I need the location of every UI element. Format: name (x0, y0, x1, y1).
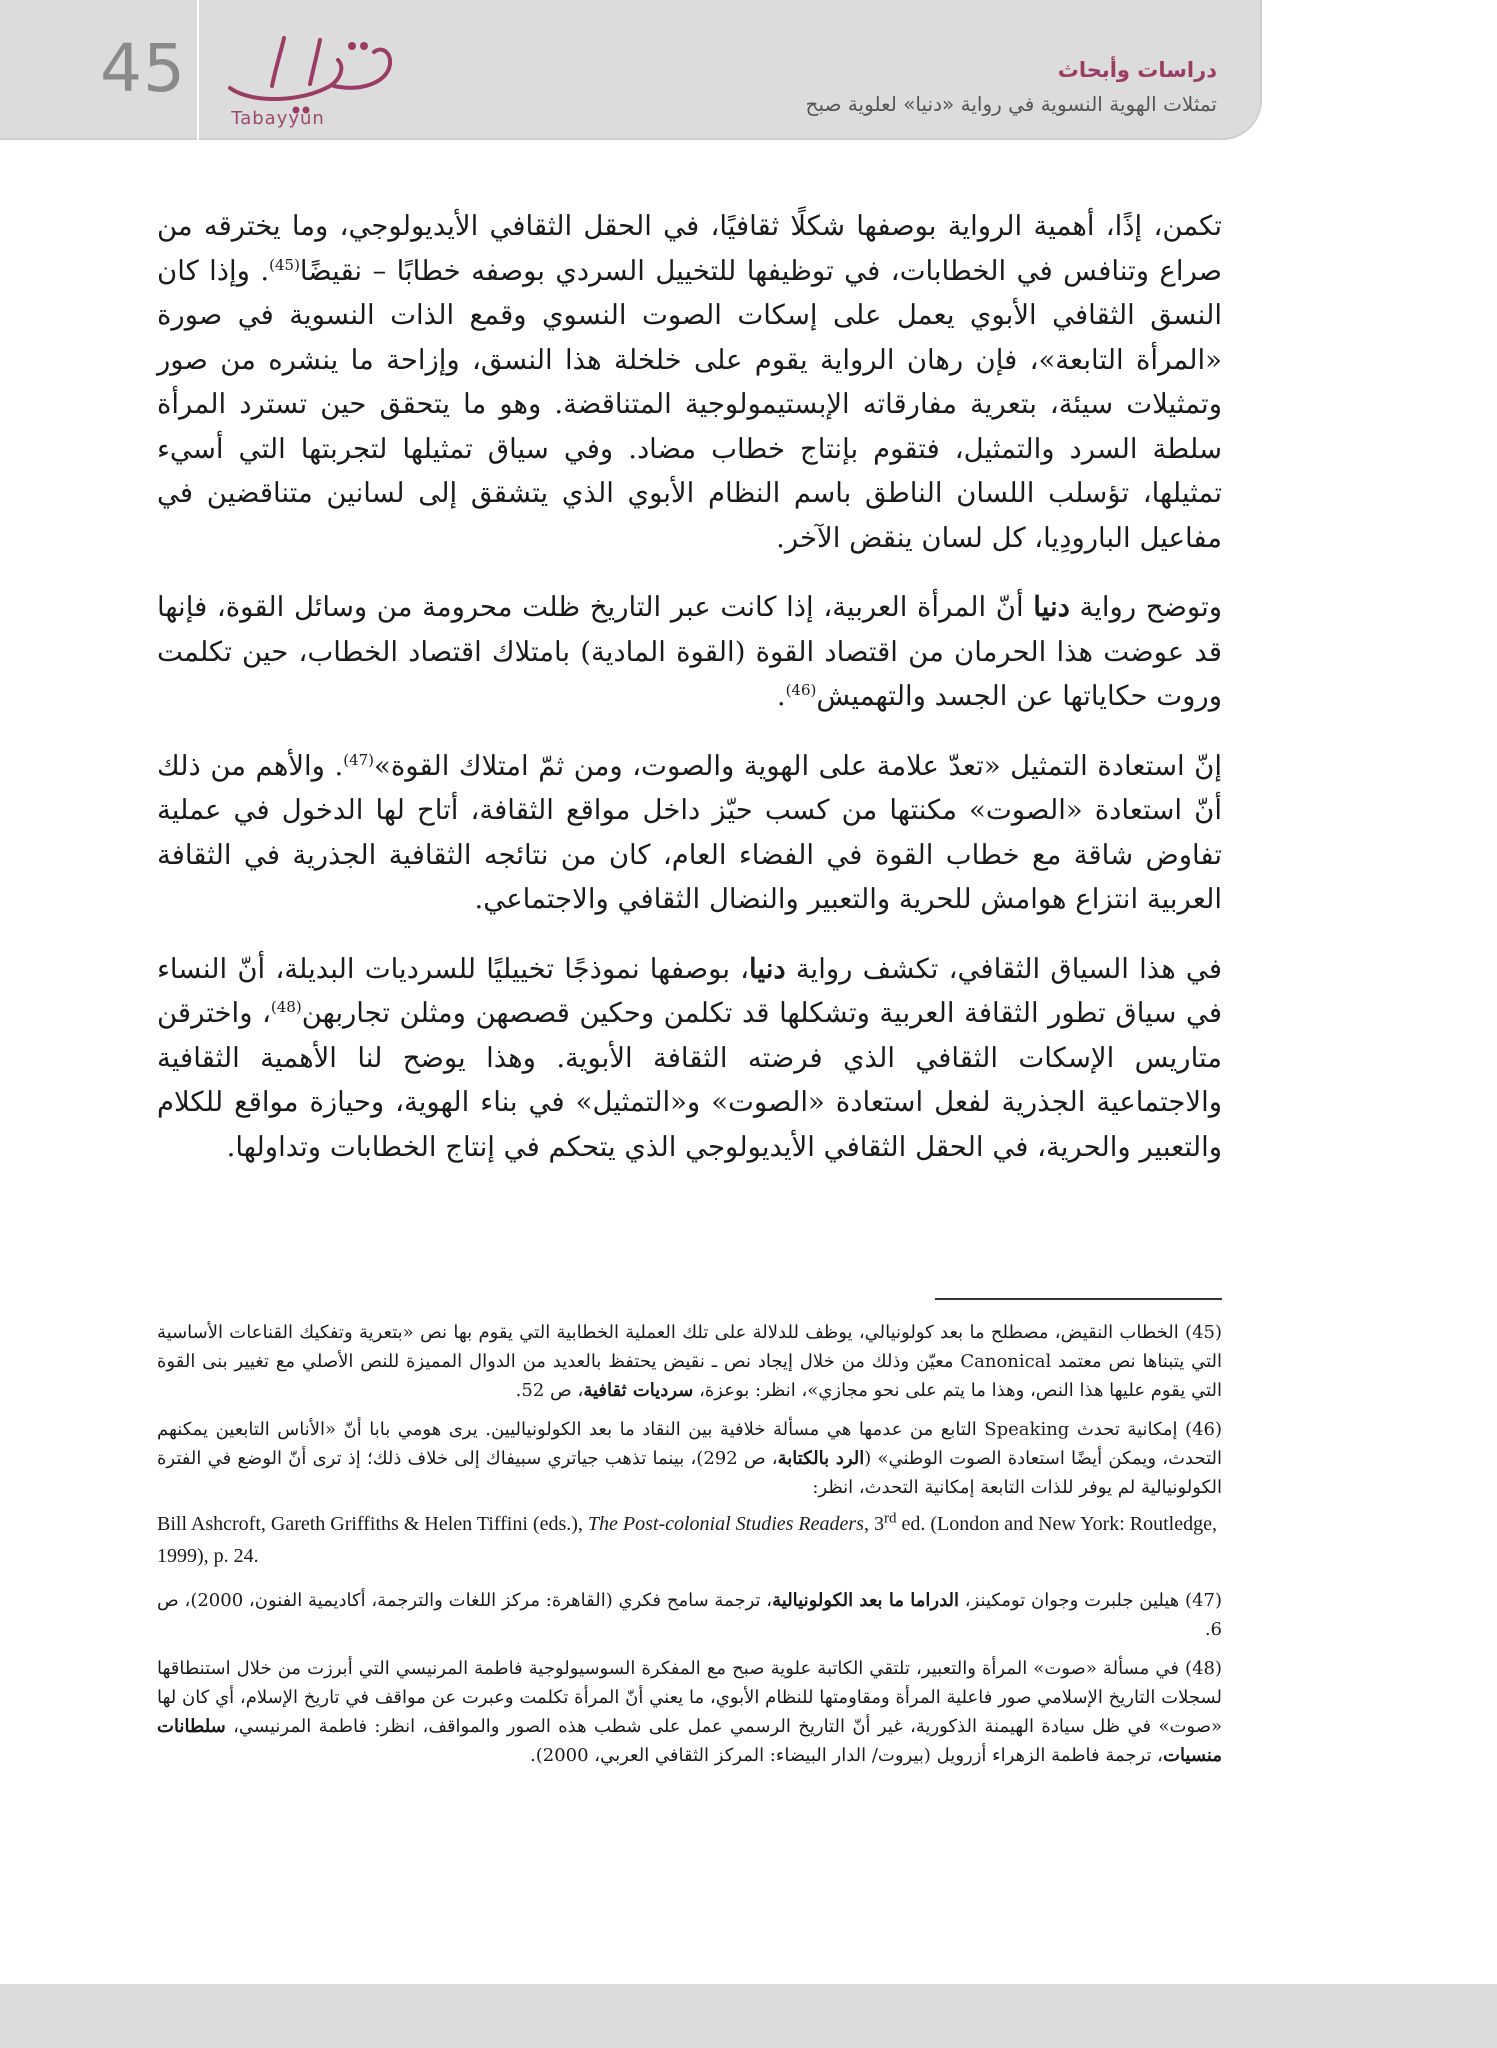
footnote-48: (48) في مسألة «صوت» المرأة والتعبير، تلتقي الكاتبة علوية صبح مع المفكرة السوسيولوجية فاطمة المرنيسي التي أبرزت من خلال استنطاقها لسجلات التاريخ الإسلامي صور فاعلية المرأة ومقاومتها للنظام الأبوي، ما يعني أنّ المرأة تكلمت وعبرت عن مواقف في تاريخ الإسلام، أي كان لها «صوت» في ظل سيادة الهيمنة الذكورية، غير أنّ التاريخ الرسمي عمل على شطب هذه الصور والمواقف، انظر: فاطمة المرنيسي، سلطانات منسيات، ترجمة فاطمة الزهراء أزرويل (بيروت/ الدار البيضاء: المركز الثقافي العربي، 2000). (157, 1658, 1222, 1766)
header-divider (197, 0, 199, 140)
journal-logo (212, 26, 402, 129)
footnote-46-citation: Bill Ashcroft, Gareth Griffiths & Helen Tiffini (eds.), The Post-colonial Studies Readers, 3rd ed. (London and New York: Routledge, 1999), p. 24. (157, 1510, 1217, 1567)
footnote-46: (46) إمكانية تحدث Speaking التابع من عدمها هي مسألة خلافية بين النقاد ما بعد الكولونياليين. يرى هومي بابا أنّ «الأناس التابعين يمكنهم التحدث، ويمكن أيضًا استعادة الصوت الوطني» (الرد بالكتابة، ص 292)، بينما تذهب جياتري سبيفاك إلى خلاف ذلك؛ إذ ترى أنّ الوضع في الفترة الكولونيالية لم يوفر للذات التابعة إمكانية التحدث، انظر: (157, 1419, 1222, 1498)
bottom-band (0, 1984, 1497, 2048)
logo-latin-text: Tabayyun (231, 108, 325, 129)
footnote-45: (45) الخطاب النقيض، مصطلح ما بعد كولونيالي، يوظف للدلالة على تلك العملية الخطابية التي يقوم بها نص «بتعرية وتفكيك القناعات الأساسية التي يتبناها نص معتمد Canonical معيّن وذلك من خلال إيجاد نص ـ نقيض يحتفظ بالعديد من الدوال المميزة للنص الأصلي مع تغيير بنى القوة التي يقوم عليها هذا النص، وهذا ما يتم على نحو مجازي»، انظر: بوعزة، سرديات ثقافية، ص 52. (157, 1322, 1222, 1401)
footnote-number: (46) (1185, 1419, 1222, 1440)
footnote-ref-47[interactable]: (47) (343, 750, 375, 769)
footnote-ref-48[interactable]: (48) (270, 997, 302, 1016)
footnote-number: (45) (1185, 1322, 1222, 1343)
footnote-separator (935, 1298, 1222, 1300)
novel-title: دنيا (749, 952, 786, 985)
running-title: تمثلات الهوية النسوية في رواية «دنيا» لعلوية صبح (805, 92, 1217, 116)
paragraph-2: وتوضح رواية دنيا أنّ المرأة العربية، إذا كانت عبر التاريخ ظلت محرومة من وسائل القوة، فإنها قد عوضت هذا الحرمان من اقتصاد القوة (القوة المادية) بامتلاك اقتصاد الخطاب، حين تكلمت وروت حكاياتها عن الجسد والتهميش$^{(46)}$. (157, 591, 1222, 712)
footnote-47: (47) هيلين جلبرت وجوان تومكينز، الدراما ما بعد الكولونيالية، ترجمة سامح فكري (القاهرة: مركز اللغات والترجمة، أكاديمية الفنون، 2000)، ص 6. (157, 1590, 1222, 1640)
paragraph-3: إنّ استعادة التمثيل «تعدّ علامة على الهوية والصوت، ومن ثمّ امتلاك القوة»$^{(47)}$. والأهم من ذلك أنّ استعادة «الصوت» مكنتها من كسب حيّز داخل مواقع الثقافة، أتاح لها الدخول في عملية تفاوض شاقة مع خطاب القوة في الفضاء العام، كان من نتائجه الثقافية الجذرية في الثقافة العربية انتزاع هوامش للحرية والتعبير والنضال الثقافي والاجتماعي. (157, 749, 1222, 915)
page-number: 45 (100, 30, 186, 107)
section-label: دراسات وأبحاث (1057, 58, 1217, 82)
footnote-number: (47) (1185, 1590, 1222, 1611)
paragraph-4: في هذا السياق الثقافي، تكشف رواية دنيا، بوصفها نموذجًا تخييليًا للسرديات البديلة، أنّ النساء في سياق تطور الثقافة العربية وتشكلها قد تكلمن وحكين قصصهن ومثلن تجاربهن$^{(48)}$، واخترقن متاريس الإسكات الثقافي الذي فرضته الثقافة الأبوية. وهذا يوضح لنا الأهمية الثقافية والاجتماعية الجذرية لفعل استعادة «الصوت» و«التمثيل» في بناء الهوية، وحيازة مواقع للكلام والتعبير والحرية، في الحقل الثقافي الأيديولوجي الذي يتحكم في إنتاج الخطابات وتداولها. (157, 952, 1223, 1163)
footnote-ref-45[interactable]: (45) (269, 255, 300, 274)
paragraph-1: تكمن، إذًا، أهمية الرواية بوصفها شكلًا ثقافيًا، في الحقل الثقافي الأيديولوجي، وما يخترقه من صراع وتنافس في الخطابات، في توظيفها للتخييل السردي بوصفه خطابًا – نقيضًا$^{(45)}$. وإذا كان النسق الثقافي الأبوي يعمل على إسكات الصوت النسوي وقمع الذات النسوية في صورة «المرأة التابعة»، فإن رهان الرواية يقوم على خلخلة هذا النسق، وإزاحة ما ينشره من صور وتمثيلات سيئة، بتعرية مفارقاته الإبستيمولوجية المتناقضة. وهو ما يتحقق حين تسترد المرأة سلطة السرد والتمثيل، فتقوم بإنتاج خطاب مضاد. وفي سياق تمثيلها لتجربتها التي أسيء تمثيلها، تؤسلب اللسان الناطق باسم النظام الأبوي الذي يتشقق إلى لسانين متناقضين في مفاعيل البارودِيا، كل لسان ينقض الآخر. (157, 210, 1222, 554)
footnote-number: (48) (1185, 1658, 1222, 1679)
footnotes (157, 1318, 1222, 1780)
footnote-ref-46[interactable]: (46) (785, 680, 817, 699)
body-text (157, 204, 1222, 1194)
novel-title: دنيا (1033, 591, 1070, 623)
